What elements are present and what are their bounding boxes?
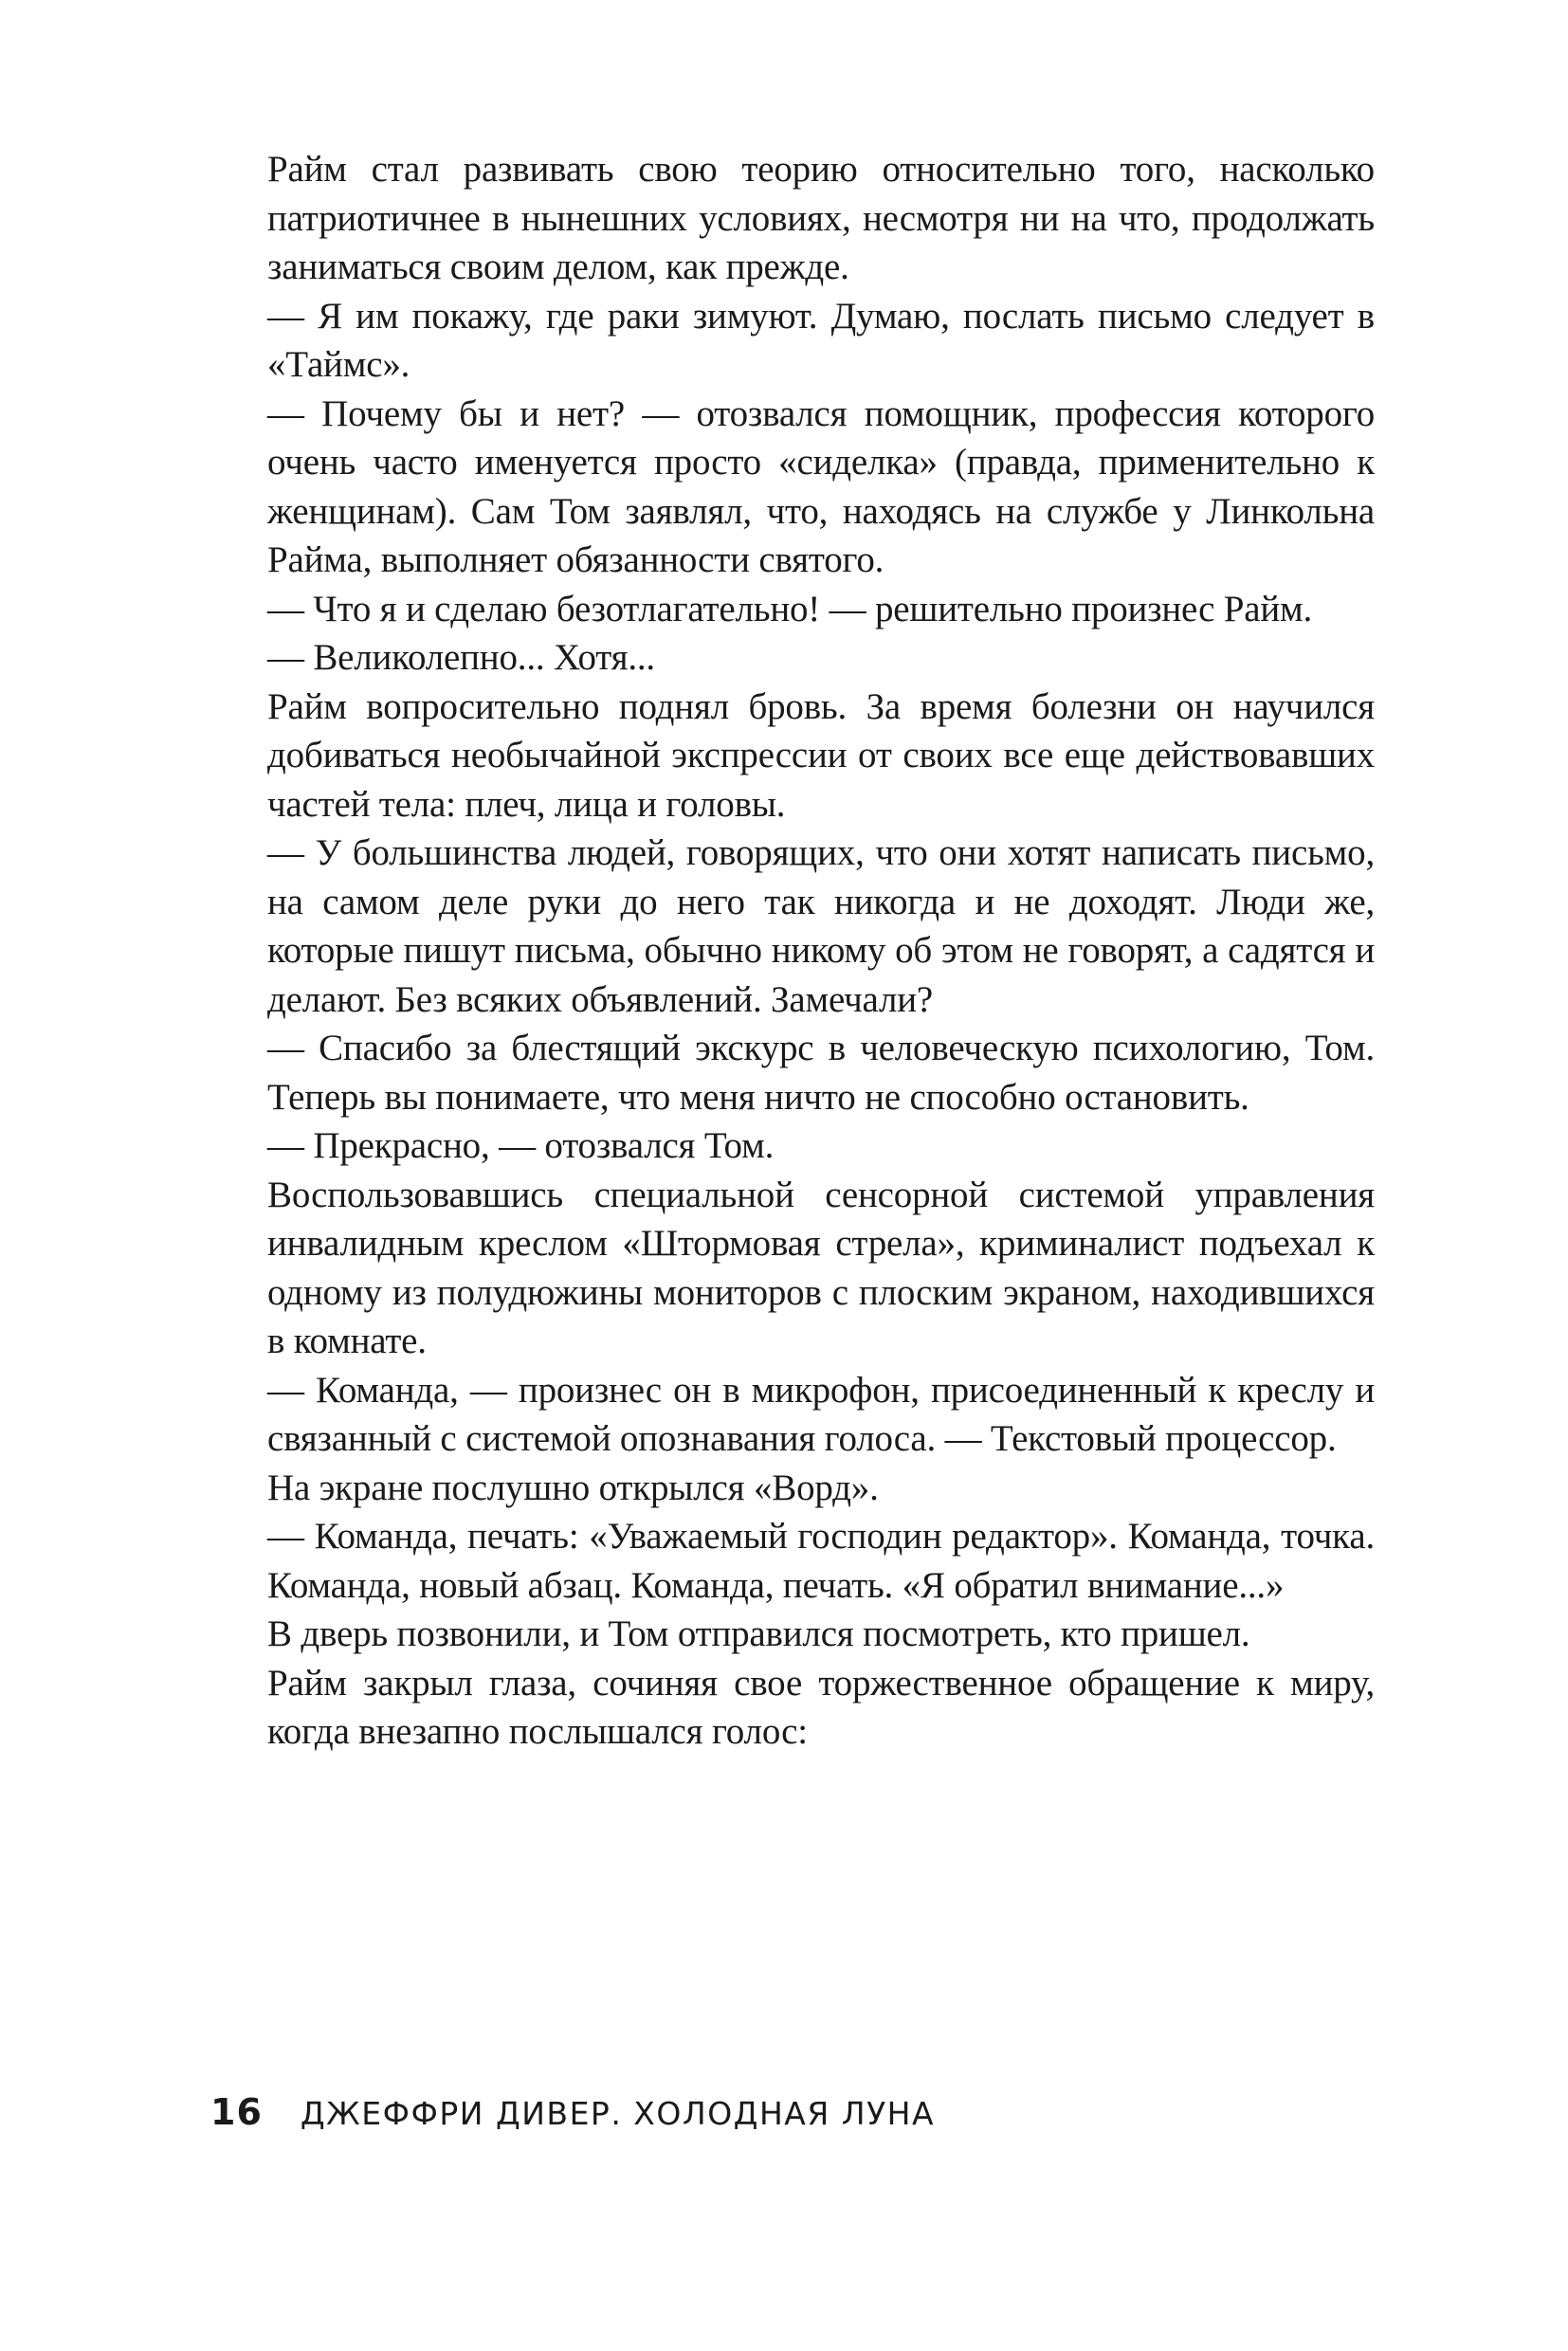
paragraph: — Что я и сделаю безотлагательно! — решительно произнес Райм. [267, 588, 1313, 629]
running-head: ДЖЕФФРИ ДИВЕР. ХОЛОДНАЯ ЛУНА [300, 2095, 936, 2132]
page-footer [210, 2091, 935, 2133]
paragraph: На экране послушно открылся «Ворд». [267, 1467, 879, 1508]
paragraph: — Почему бы и нет? — отозвался помощник, профессия которого очень часто именуется просто «сиделка» (правда, применительно к женщинам). Сам Том заявлял, что, находясь на службе у Линкольна Райма, выполняет обязанности святого. [267, 392, 1375, 580]
paragraph: — Спасибо за блестящий экскурс в человеческую психологию, Том. Теперь вы понимаете, что меня ничто не способно остановить. [267, 1028, 1375, 1118]
paragraph: Воспользовавшись специальной сенсорной системой управления инвалидным креслом «Штормовая стрела», криминалист подъехал к одному из полудюжины мониторов с плоским экраном, находившихся в комнате. [267, 1174, 1375, 1361]
paragraph: — Прекрасно, — отозвался Том. [267, 1125, 775, 1166]
paragraph: — Команда, печать: «Уважаемый господин редактор». Команда, точка. Команда, новый абзац. Команда, печать. «Я обратил внимание...» [267, 1516, 1375, 1606]
paragraph: — У большинства людей, говорящих, что они хотят написать письмо, на самом деле руки до него так никогда и не доходят. Люди же, которые пишут письма, обычно никому об этом не говорят, а садятся и делают. Без всяких объявлений. Замечали? [267, 832, 1375, 1020]
paragraph: — Я им покажу, где раки зимуют. Думаю, послать письмо следует в «Таймс». [267, 295, 1375, 385]
paragraph: В дверь позвонили, и Том отправился посмотреть, кто пришел. [267, 1613, 1250, 1654]
paragraph: Райм закрыл глаза, сочиняя свое торжественное обращение к миру, когда внезапно послышался голос: [267, 1662, 1375, 1752]
paragraph: Райм стал развивать свою теорию относительно того, насколько патриотичнее в нынешних условиях, несмотря ни на что, продолжать заниматься своим делом, как прежде. [267, 149, 1375, 287]
page-text [267, 145, 1375, 1757]
paragraph: — Команда, — произнес он в микрофон, присоединенный к креслу и связанный с системой опознавания голоса. — Текстовый процессор. [267, 1369, 1375, 1459]
paragraph: Райм вопросительно поднял бровь. За время болезни он научился добиваться необычайной экспрессии от своих все еще действовавших частей тела: плеч, лица и головы. [267, 685, 1375, 825]
page-number: 16 [210, 2091, 263, 2133]
paragraph: — Великолепно... Хотя... [267, 637, 655, 678]
